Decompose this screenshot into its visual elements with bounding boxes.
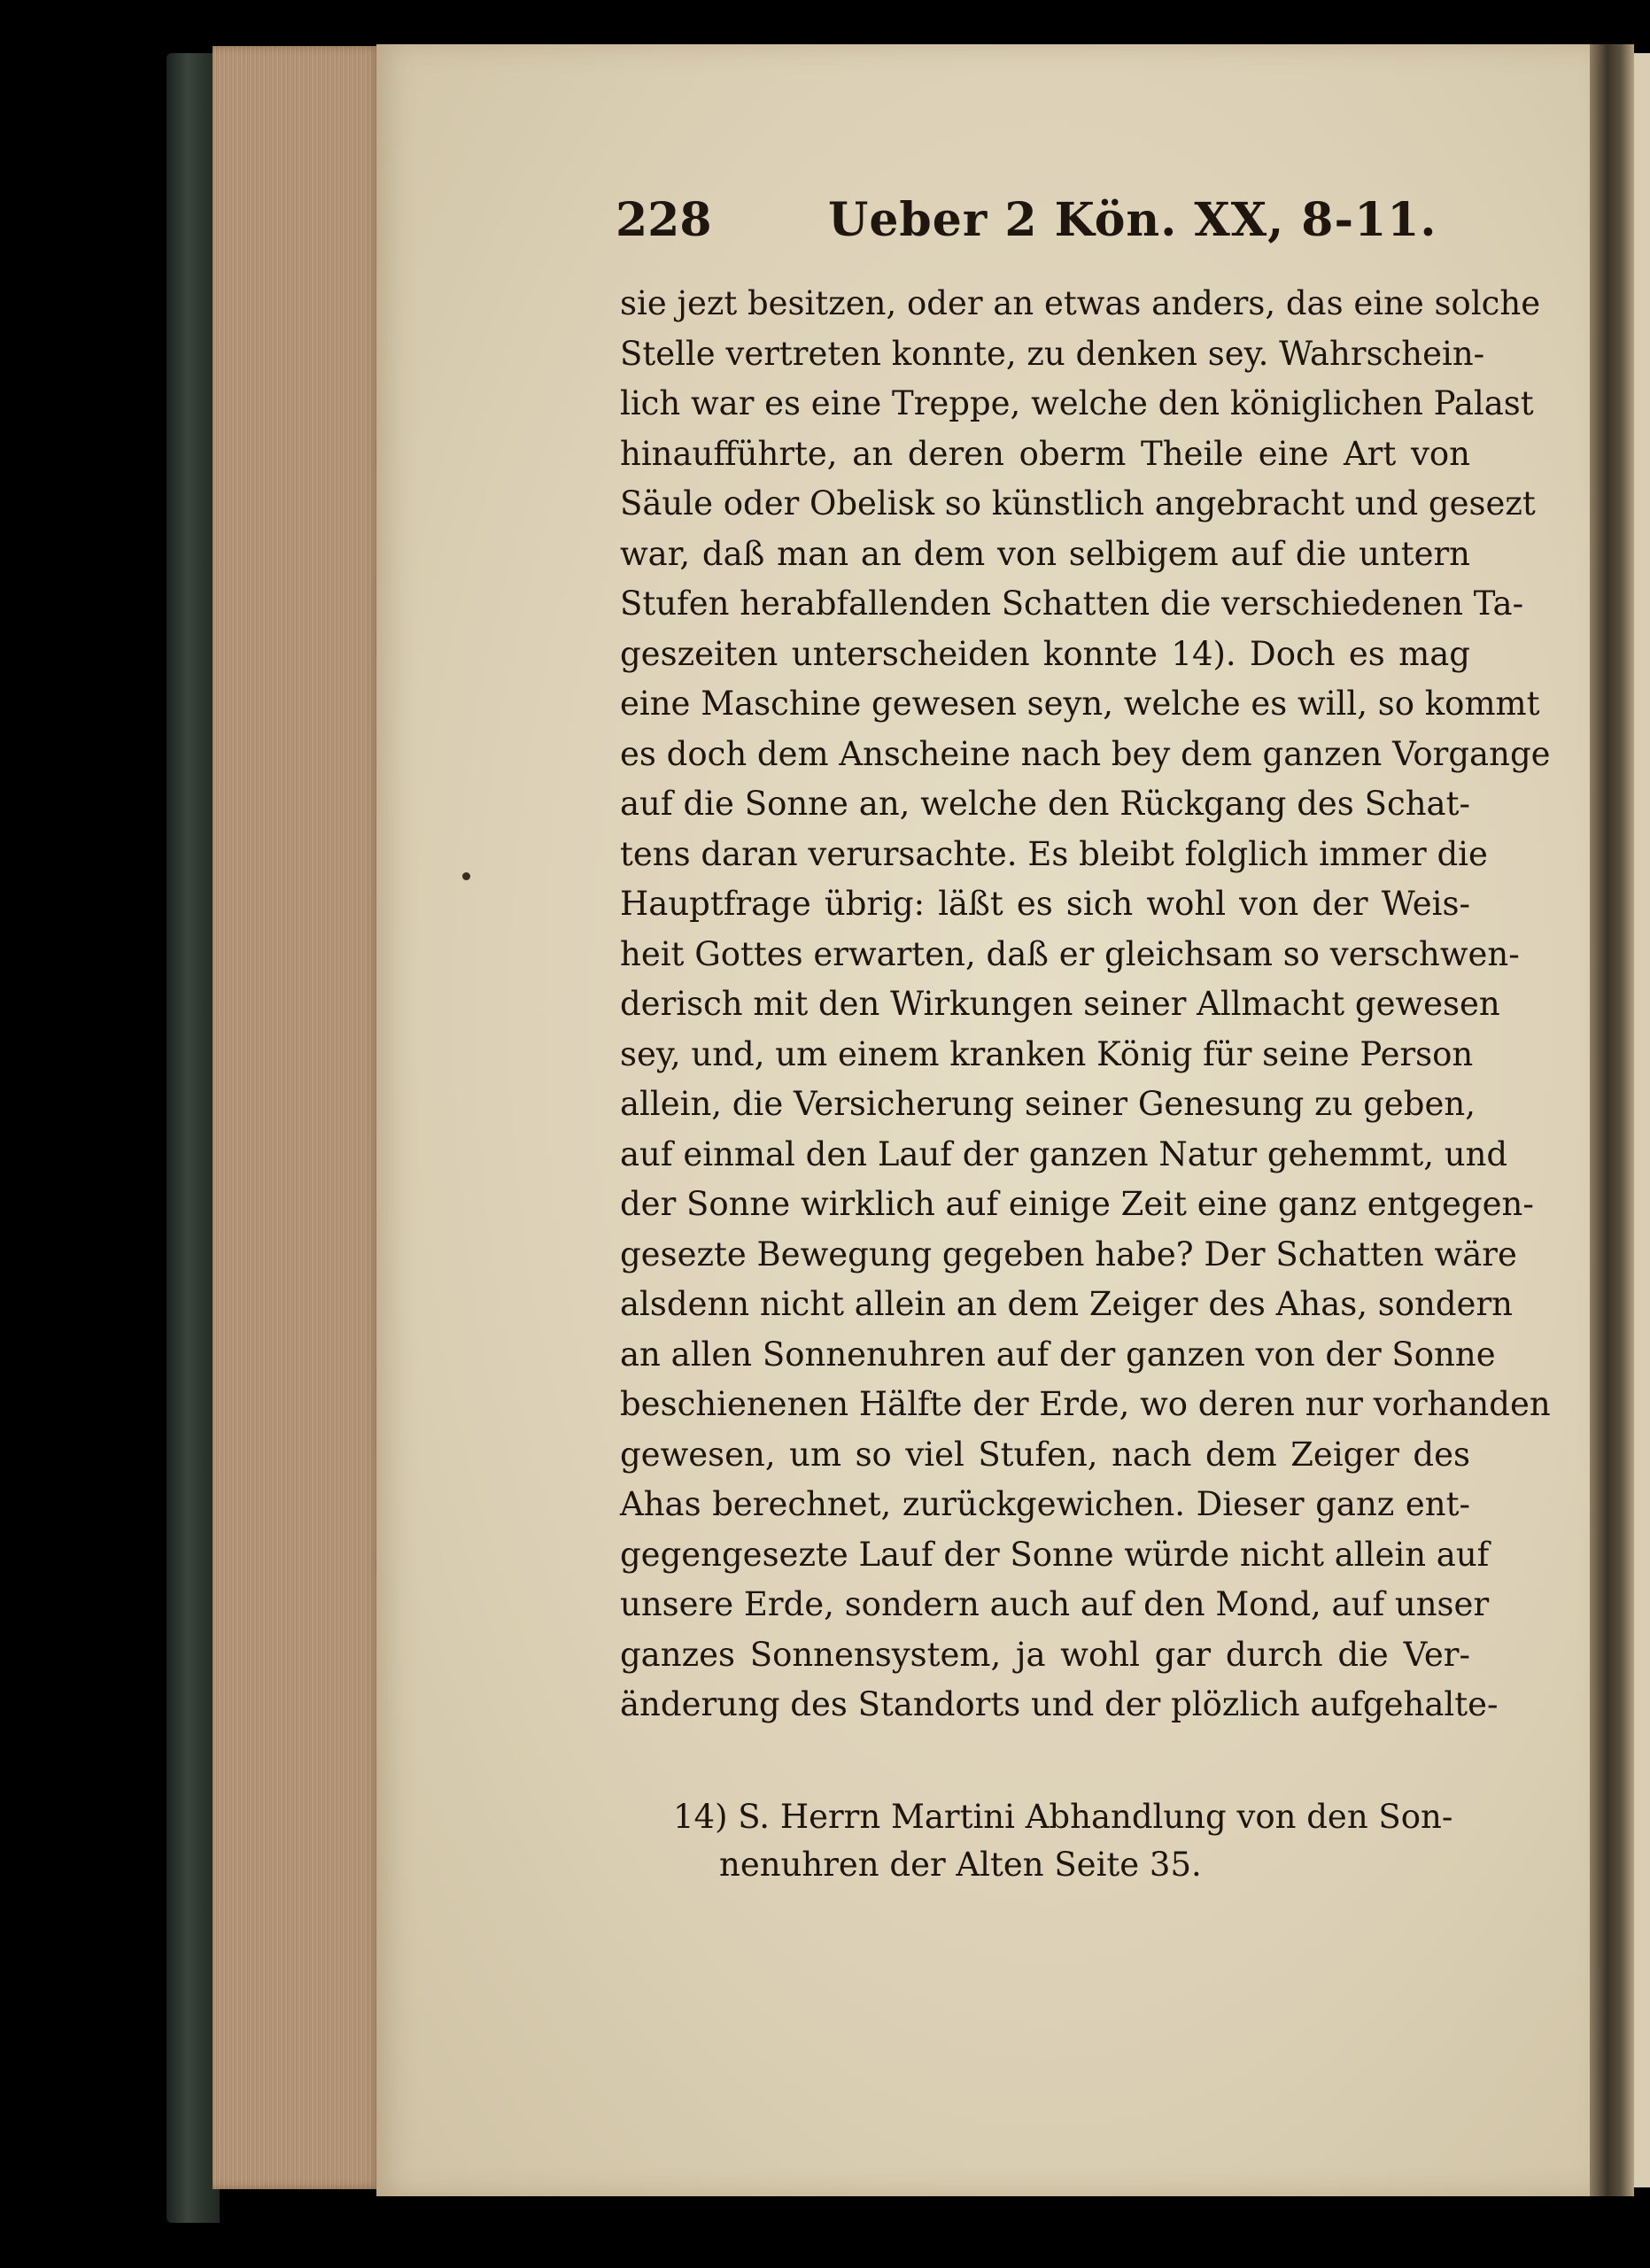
page-block-edges: [213, 46, 381, 2189]
text-line: an allen Sonnenuhren auf der ganzen von der Sonne: [620, 1335, 1496, 1374]
text-line: beschienenen Hälfte der Erde, wo deren nur vorhanden: [620, 1385, 1551, 1423]
text-line: Ahas berechnet, zurückgewichen. Dieser ganz ent-: [620, 1485, 1470, 1523]
text-line: auf die Sonne an, welche den Rückgang des Schat-: [620, 785, 1470, 823]
text-line: tens daran verursachte. Es bleibt folglich immer die: [620, 834, 1488, 873]
ink-speck: [462, 872, 470, 880]
text-line: gesezte Bewegung gegeben habe? Der Schatten wäre: [620, 1235, 1517, 1273]
text-line: hinaufführte, an deren oberm Theile eine Art von: [620, 434, 1470, 473]
text-line: lich war es eine Treppe, welche den königlichen Palast: [620, 384, 1534, 422]
text-line: war, daß man an dem von selbigem auf die untern: [620, 534, 1470, 573]
text-line: Stufen herabfallenden Schatten die verschiedenen Ta-: [620, 584, 1524, 623]
text-line: gegengesezte Lauf der Sonne würde nicht allein auf: [620, 1535, 1490, 1574]
text-line: Stelle vertreten konnte, zu denken sey. Wahrschein-: [620, 334, 1485, 373]
book-cover-edge: [167, 53, 220, 2223]
body-text: [620, 279, 1551, 1730]
text-line: heit Gottes erwarten, daß er gleichsam so verschwen-: [620, 934, 1520, 973]
book-gutter: [1590, 44, 1634, 2196]
text-line: Hauptfrage übrig: läßt es sich wohl von der Weis-: [620, 885, 1470, 923]
page-header: [616, 193, 1470, 255]
footnote-line: 14) S. Herrn Martini Abhandlung von den Son-: [673, 1798, 1453, 1836]
text-line: es doch dem Anscheine nach bey dem ganzen Vorgange: [620, 734, 1551, 773]
footnote: [673, 1793, 1470, 1889]
text-line: sie jezt besitzen, oder an etwas anders, das eine solche: [620, 284, 1541, 322]
text-line: sey, und, um einem kranken König für seine Person: [620, 1034, 1474, 1073]
text-line: der Sonne wirklich auf einige Zeit eine ganz entgegen-: [620, 1185, 1534, 1223]
text-line: eine Maschine gewesen seyn, welche es will, so kommt: [620, 685, 1540, 723]
footnote-line: nenuhren der Alten Seite 35.: [719, 1846, 1202, 1884]
text-line: unsere Erde, sondern auch auf den Mond, auf unser: [620, 1585, 1490, 1623]
text-line: Säule oder Obelisk so künstlich angebracht und gesezt: [620, 484, 1536, 522]
text-line: geszeiten unterscheiden konnte 14). Doch es mag: [620, 634, 1470, 673]
running-title: Ueber 2 Kön. XX, 8-11.: [828, 193, 1437, 247]
page-number: 228: [616, 193, 712, 247]
text-line: derisch mit den Wirkungen seiner Allmacht gewesen: [620, 985, 1500, 1023]
text-line: gewesen, um so viel Stufen, nach dem Zeiger des: [620, 1435, 1470, 1474]
text-line: alsdenn nicht allein an dem Zeiger des Ahas, sondern: [620, 1285, 1513, 1323]
text-line: allein, die Versicherung seiner Genesung zu geben,: [620, 1085, 1476, 1123]
facing-page-edge: [1634, 53, 1650, 2187]
text-line: änderung des Standorts und der plözlich aufgehalte-: [620, 1685, 1499, 1723]
text-line: auf einmal den Lauf der ganzen Natur gehemmt, und: [620, 1134, 1508, 1173]
text-line: ganzes Sonnensystem, ja wohl gar durch die Ver-: [620, 1635, 1470, 1674]
